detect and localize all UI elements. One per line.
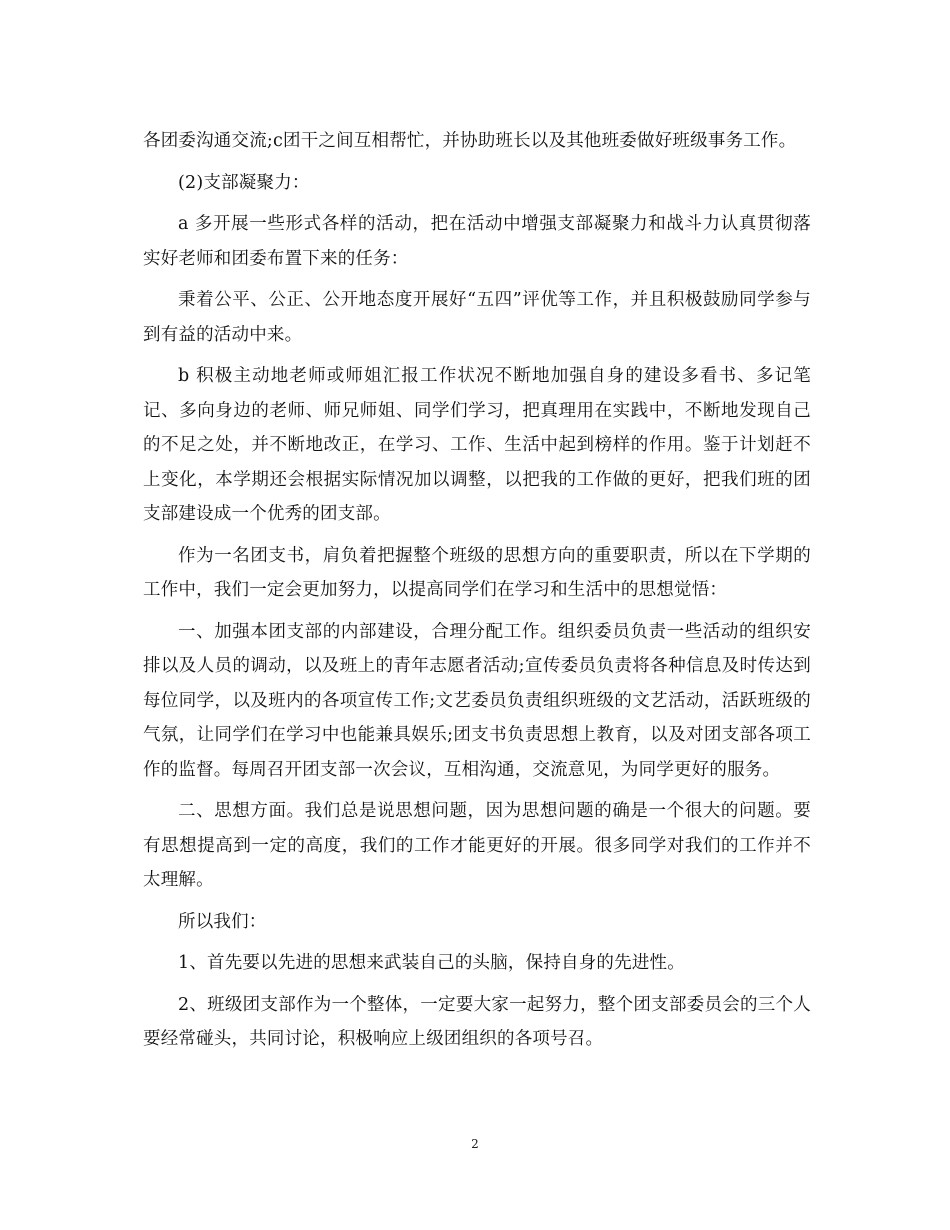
page-number: 2 <box>471 1137 479 1151</box>
paragraph-1: 各团委沟通交流;c团干之间互相帮忙，并协助班长以及其他班委做好班级事务工作。 <box>143 131 797 151</box>
paragraph-7: 一、加强本团支部的内部建设，合理分配工作。组织委员负责一些活动的组织安排以及人员的调动，以及班上的青年志愿者活动;宣传委员负责将各种信息及时传达到每位同学，以及班内的各项宣传工作;文艺委员负责组织班级的文艺活动，活跃班级的气氛，让同学们在学习中也能兼具娱乐;团支书负责思想上教育，以及对团支部各项工作的监督。每周召开团支部一次会议，互相沟通，交流意见，为同学更好的服务。 <box>143 621 811 780</box>
document-body <box>143 124 811 1064</box>
paragraph-5: b 积极主动地老师或师姐汇报工作状况不断地加强自身的建设多看书、多记笔记、多向身边的老师、师兄师姐、同学们学习，把真理用在实践中，不断地发现自己的不足之处，并不断地改正，在学习、工作、生活中起到榜样的作用。鉴于计划赶不上变化，本学期还会根据实际情况加以调整，以把我的工作做的更好，把我们班的团支部建设成一个优秀的团支部。 <box>143 366 811 524</box>
paragraph-11: 2、班级团支部作为一个整体，一定要大家一起努力，整个团支部委员会的三个人要经常碰头，共同讨论，积极响应上级团组织的各项号召。 <box>143 994 811 1049</box>
paragraph-9: 所以我们： <box>178 911 267 932</box>
paragraph-2: (2)支部凝聚力： <box>178 172 310 193</box>
paragraph-6: 作为一名团支书，肩负着把握整个班级的思想方向的重要职责，所以在下学期的工作中，我们一定会更加努力，以提高同学们在学习和生活中的思想觉悟： <box>143 545 811 600</box>
paragraph-4: 秉着公平、公正、公开地态度开展好“五四”评优等工作，并且积极鼓励同学参与到有益的活动中来。 <box>143 290 811 345</box>
paragraph-10: 1、首先要以先进的思想来武装自己的头脑，保持自身的先进性。 <box>178 953 685 973</box>
paragraph-8: 二、思想方面。我们总是说思想问题，因为思想问题的确是一个很大的问题。要有思想提高到一定的高度，我们的工作才能更好的开展。很多同学对我们的工作并不太理解。 <box>143 801 811 890</box>
paragraph-3: a 多开展一些形式各样的活动，把在活动中增强支部凝聚力和战斗力认真贯彻落实好老师和团委布置下来的任务： <box>143 214 811 269</box>
